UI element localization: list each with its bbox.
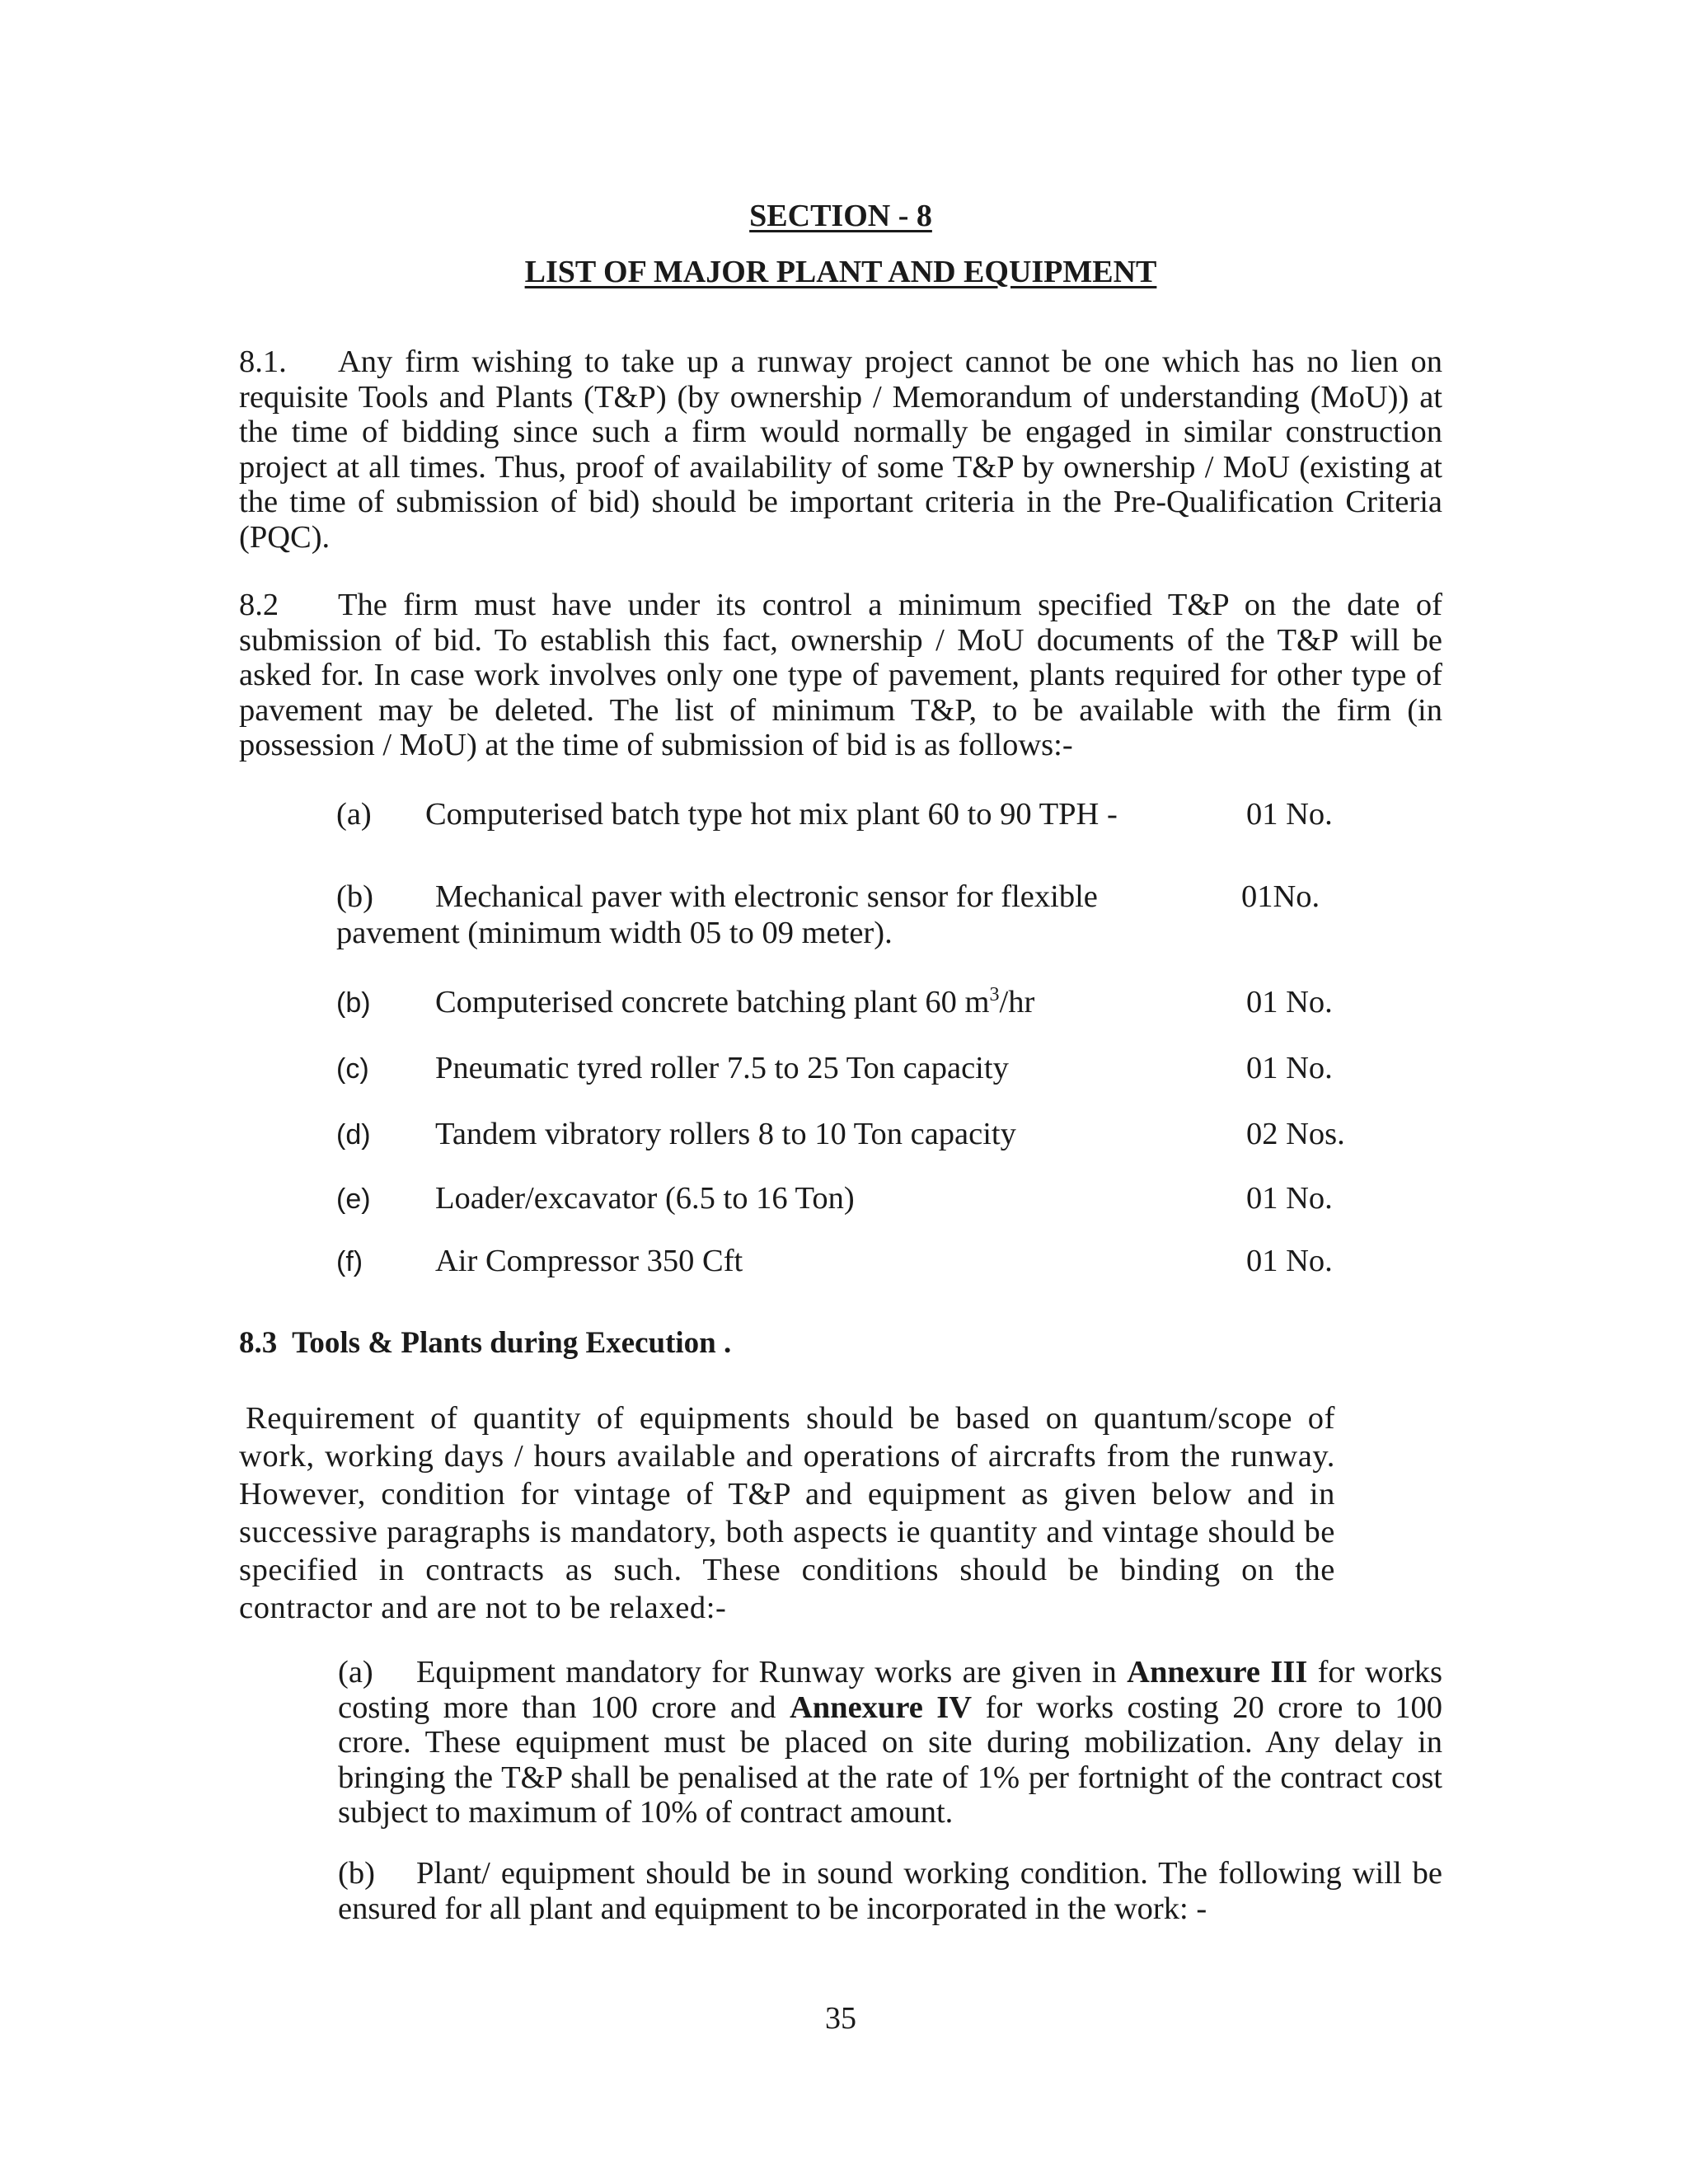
item-text: Mechanical paver with electronic sensor for flexible — [435, 879, 1098, 914]
paragraph-8-2 — [239, 588, 1442, 763]
paragraph-number: 8.1. — [239, 344, 287, 379]
list-title: LIST OF MAJOR PLANT AND EQUIPMENT — [524, 255, 1157, 289]
sub-text: Plant/ equipment should be in sound working condition. The following will be ensured for all plant and equipment to be incorporated in the work: - — [338, 1856, 1442, 1926]
equipment-item-a — [336, 796, 1118, 832]
item-label: (b) — [336, 987, 371, 1019]
item-text: Computerised concrete batching plant 60 m — [435, 985, 990, 1019]
paragraph-number: 8.2 — [239, 588, 279, 622]
annexure-iii-ref: Annexure III — [1127, 1655, 1308, 1690]
item-quantity: 01 No. — [1246, 797, 1333, 832]
item-quantity: 01 No. — [1246, 1051, 1333, 1085]
heading-8-3: 8.3 Tools & Plants during Execution . — [239, 1326, 732, 1360]
item-text: Pneumatic tyred roller 7.5 to 25 Ton capacity — [435, 1051, 1009, 1085]
item-quantity: 01 No. — [1246, 1181, 1333, 1216]
sub-paragraph-a — [338, 1655, 1442, 1830]
equipment-item-f — [336, 1243, 743, 1280]
paragraph-text: Any firm wishing to take up a runway project cannot be one which has no lien on requisite Tools and Plants (T&P) (by ownership / Memorandum of understanding (MoU)) at the time of bidding since such a firm would normally be engaged in similar construction project at all times. Thus, proof of availability of some T&P by ownership / MoU (existing at the time of submission of bid) should be important criteria in the Pre-Qualification Criteria (PQC). — [239, 344, 1442, 555]
equipment-item-e — [336, 1180, 855, 1217]
paragraph-text: The firm must have under its control a minimum specified T&P on the date of submission of bid. To establish this fact, ownership / MoU documents of the T&P will be asked for. In case work involves only one type of pavement, plants required for other type of pavement may be deleted. The list of minimum T&P, to be available with the firm (in possession / MoU) at the time of submission of bid is as follows:- — [239, 588, 1442, 762]
item-label: (c) — [336, 1053, 369, 1085]
equipment-item-d — [336, 1116, 1016, 1153]
item-text-suffix: /hr — [999, 985, 1035, 1019]
sub-text-1: Equipment mandatory for Runway works are given in — [416, 1655, 1128, 1690]
item-text: Air Compressor 350 Cft — [435, 1244, 743, 1278]
item-label: (e) — [336, 1183, 371, 1215]
item-label: (f) — [336, 1246, 363, 1277]
item-quantity: 02 Nos. — [1246, 1117, 1345, 1151]
sub-text-2: for works costing more than 100 crore and — [338, 1655, 1443, 1725]
equipment-item-c — [336, 1050, 1009, 1087]
annexure-iv-ref: Annexure IV — [789, 1690, 973, 1725]
item-superscript: 3 — [989, 984, 1000, 1006]
paragraph-8-3: Requirement of quantity of equipments should be based on quantum/scope of work, working days / hours available and operations of aircrafts from the runway. However, condition for vintage of T&P and equipment as given below and in successive paragraphs is mandatory, both aspects ie quantity and vintage should be specified in contracts as such. These conditions should be binding on the contractor and are not to be relaxed:- — [239, 1401, 1335, 1625]
item-quantity: 01 No. — [1246, 985, 1333, 1019]
item-text-continued: pavement (minimum width 05 to 09 meter). — [336, 916, 893, 950]
sub-label: (a) — [338, 1655, 373, 1690]
sub-text-3: for works costing 20 crore to 100 crore. These equipment must be placed on site during mobilization. Any delay in bringing the T&P shall be penalised at the rate of 1% per fortnight of the contract cost subject to maximum of 10% of contract amount. — [338, 1690, 1442, 1830]
item-quantity: 01No. — [1241, 879, 1320, 914]
item-label: (a) — [336, 797, 372, 832]
paragraph-8-1 — [239, 344, 1442, 555]
item-label: (d) — [336, 1119, 371, 1151]
item-label: (b) — [336, 879, 373, 914]
item-text: Loader/excavator (6.5 to 16 Ton) — [435, 1181, 855, 1216]
item-text: Computerised batch type hot mix plant 60 to 90 TPH - — [425, 797, 1118, 832]
item-text: Tandem vibratory rollers 8 to 10 Ton capacity — [435, 1117, 1016, 1151]
sub-paragraph-b — [338, 1856, 1442, 1926]
equipment-item-b2 — [336, 984, 1034, 1021]
section-title: SECTION - 8 — [749, 199, 932, 233]
sub-label: (b) — [338, 1856, 375, 1891]
page-number: 35 — [825, 2001, 856, 2036]
item-quantity: 01 No. — [1246, 1244, 1333, 1278]
equipment-item-b — [336, 879, 1098, 951]
